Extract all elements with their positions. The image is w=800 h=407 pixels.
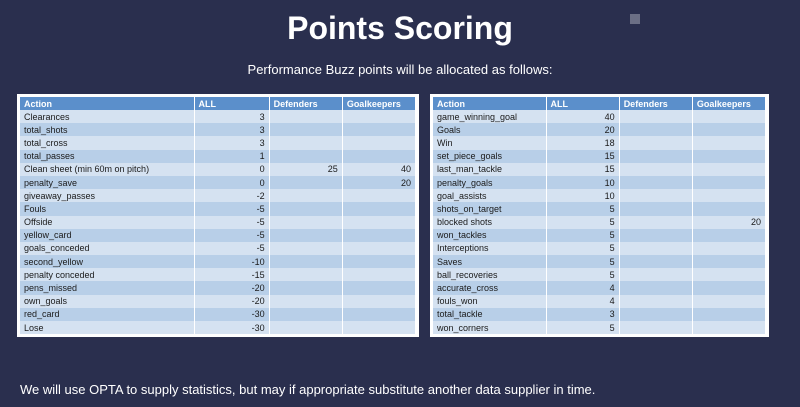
table-row	[433, 150, 766, 163]
cell-goalkeepers	[342, 242, 415, 255]
cell-defenders	[269, 281, 342, 294]
cell-defenders	[269, 242, 342, 255]
cell-goalkeepers	[692, 281, 765, 294]
cell-all: 0	[194, 163, 269, 176]
cell-defenders	[269, 321, 342, 334]
table-row	[20, 242, 416, 255]
table-row	[20, 123, 416, 136]
cell-defenders	[619, 176, 692, 189]
cell-defenders	[619, 295, 692, 308]
table-row	[20, 202, 416, 215]
cell-all: -30	[194, 321, 269, 334]
cell-defenders	[269, 255, 342, 268]
cell-defenders	[269, 176, 342, 189]
cell-goalkeepers	[692, 163, 765, 176]
cell-defenders	[619, 136, 692, 149]
cell-action: Fouls	[20, 202, 194, 215]
cell-goalkeepers	[342, 202, 415, 215]
cell-defenders	[269, 308, 342, 321]
table-row	[433, 136, 766, 149]
cell-goalkeepers	[692, 308, 765, 321]
cell-defenders	[619, 189, 692, 202]
cell-all: 5	[546, 255, 619, 268]
cell-action: ball_recoveries	[433, 268, 546, 281]
cell-action: goal_assists	[433, 189, 546, 202]
cell-action: last_man_tackle	[433, 163, 546, 176]
cell-all: -5	[194, 242, 269, 255]
cell-goalkeepers	[342, 189, 415, 202]
table-row	[433, 255, 766, 268]
cell-goalkeepers	[692, 242, 765, 255]
cell-defenders	[269, 295, 342, 308]
cell-action: Win	[433, 136, 546, 149]
cell-action: Clean sheet (min 60m on pitch)	[20, 163, 194, 176]
table-row	[433, 281, 766, 294]
cell-all: 40	[546, 110, 619, 123]
cell-goalkeepers	[692, 229, 765, 242]
cell-action: penalty_goals	[433, 176, 546, 189]
cell-goalkeepers	[692, 268, 765, 281]
cell-goalkeepers	[342, 321, 415, 334]
header-all: ALL	[546, 97, 619, 110]
table-row	[433, 242, 766, 255]
cell-all: 5	[546, 242, 619, 255]
table-row	[433, 176, 766, 189]
cell-action: red_card	[20, 308, 194, 321]
cell-all: 5	[546, 268, 619, 281]
cell-defenders	[269, 229, 342, 242]
table-row	[20, 136, 416, 149]
cell-goalkeepers	[692, 295, 765, 308]
cell-goalkeepers	[342, 229, 415, 242]
cell-action: total_tackle	[433, 308, 546, 321]
cell-all: 5	[546, 229, 619, 242]
cell-defenders	[269, 189, 342, 202]
cell-all: 5	[546, 321, 619, 334]
cell-action: fouls_won	[433, 295, 546, 308]
cell-action: pens_missed	[20, 281, 194, 294]
cell-action: own_goals	[20, 295, 194, 308]
cell-all: 3	[194, 123, 269, 136]
cell-action: Clearances	[20, 110, 194, 123]
cell-all: -20	[194, 281, 269, 294]
cell-goalkeepers	[342, 268, 415, 281]
cell-goalkeepers	[692, 321, 765, 334]
cell-goalkeepers	[342, 110, 415, 123]
cell-all: 18	[546, 136, 619, 149]
left-points-table-container	[17, 94, 419, 337]
header-action: Action	[433, 97, 546, 110]
table-row	[20, 255, 416, 268]
cell-defenders	[269, 123, 342, 136]
cell-all: 3	[546, 308, 619, 321]
cell-all: -15	[194, 268, 269, 281]
cell-defenders	[619, 202, 692, 215]
header-defenders: Defenders	[269, 97, 342, 110]
cell-defenders	[269, 150, 342, 163]
cell-action: total_shots	[20, 123, 194, 136]
table-row	[433, 189, 766, 202]
cell-all: -5	[194, 216, 269, 229]
cell-goalkeepers	[692, 136, 765, 149]
page-subtitle: Performance Buzz points will be allocated as follows:	[247, 62, 553, 77]
cell-all: 20	[546, 123, 619, 136]
cell-goalkeepers	[692, 123, 765, 136]
table-row	[433, 308, 766, 321]
cell-defenders	[619, 268, 692, 281]
table-row	[433, 216, 766, 229]
cell-all: 5	[546, 202, 619, 215]
cell-defenders	[619, 150, 692, 163]
table-row	[20, 216, 416, 229]
cell-all: 15	[546, 163, 619, 176]
header-action: Action	[20, 97, 194, 110]
table-row	[20, 189, 416, 202]
cell-action: goals_conceded	[20, 242, 194, 255]
table-row	[433, 321, 766, 334]
cell-action: won_corners	[433, 321, 546, 334]
table-row	[433, 229, 766, 242]
cell-all: 1	[194, 150, 269, 163]
cell-action: shots_on_target	[433, 202, 546, 215]
header-goalkeepers: Goalkeepers	[692, 97, 765, 110]
header-all: ALL	[194, 97, 269, 110]
cell-action: Offside	[20, 216, 194, 229]
cell-defenders	[619, 281, 692, 294]
cell-defenders	[269, 110, 342, 123]
table-header-row	[433, 97, 766, 110]
cell-action: accurate_cross	[433, 281, 546, 294]
left-points-table	[20, 97, 416, 334]
cell-goalkeepers: 20	[692, 216, 765, 229]
cell-defenders	[269, 268, 342, 281]
table-row	[20, 163, 416, 176]
cell-goalkeepers	[342, 123, 415, 136]
cell-all: -5	[194, 229, 269, 242]
table-row	[433, 123, 766, 136]
cell-all: 5	[546, 216, 619, 229]
cell-goalkeepers	[692, 189, 765, 202]
cell-action: won_tackles	[433, 229, 546, 242]
cell-all: -10	[194, 255, 269, 268]
cell-goalkeepers: 40	[342, 163, 415, 176]
cell-action: penalty_save	[20, 176, 194, 189]
cell-all: 4	[546, 281, 619, 294]
cell-all: -2	[194, 189, 269, 202]
cell-action: Interceptions	[433, 242, 546, 255]
table-row	[433, 268, 766, 281]
cell-defenders	[619, 229, 692, 242]
cell-all: 4	[546, 295, 619, 308]
cell-goalkeepers	[692, 110, 765, 123]
table-row	[20, 268, 416, 281]
cell-action: Goals	[433, 123, 546, 136]
table-row	[433, 295, 766, 308]
cell-all: -5	[194, 202, 269, 215]
cell-goalkeepers	[342, 281, 415, 294]
cell-all: 10	[546, 176, 619, 189]
cell-goalkeepers	[692, 176, 765, 189]
footer-note: We will use OPTA to supply statistics, but may if appropriate substitute another data supplier in time.	[20, 382, 596, 397]
cell-goalkeepers	[342, 255, 415, 268]
table-row	[433, 202, 766, 215]
table-row	[20, 308, 416, 321]
table-row	[433, 163, 766, 176]
cell-goalkeepers: 20	[342, 176, 415, 189]
table-row	[20, 295, 416, 308]
right-points-table-container	[430, 94, 769, 337]
cell-defenders	[269, 136, 342, 149]
cell-defenders	[619, 308, 692, 321]
cell-action: Lose	[20, 321, 194, 334]
cell-action: total_passes	[20, 150, 194, 163]
cell-action: game_winning_goal	[433, 110, 546, 123]
cell-defenders	[269, 202, 342, 215]
cell-all: 0	[194, 176, 269, 189]
cell-all: 10	[546, 189, 619, 202]
cell-defenders	[619, 255, 692, 268]
cell-action: penalty conceded	[20, 268, 194, 281]
cell-goalkeepers	[342, 295, 415, 308]
cell-all: -20	[194, 295, 269, 308]
cell-defenders	[619, 163, 692, 176]
cell-action: yellow_card	[20, 229, 194, 242]
cell-action: total_cross	[20, 136, 194, 149]
table-header-row	[20, 97, 416, 110]
cell-goalkeepers	[342, 136, 415, 149]
table-row	[20, 150, 416, 163]
header-defenders: Defenders	[619, 97, 692, 110]
cell-action: blocked shots	[433, 216, 546, 229]
cell-defenders	[619, 123, 692, 136]
cell-defenders	[619, 242, 692, 255]
cell-defenders	[619, 110, 692, 123]
cell-goalkeepers	[692, 150, 765, 163]
cell-all: 3	[194, 110, 269, 123]
cell-goalkeepers	[692, 255, 765, 268]
cell-defenders	[269, 216, 342, 229]
cell-all: -30	[194, 308, 269, 321]
table-row	[20, 110, 416, 123]
cell-defenders	[619, 321, 692, 334]
cell-all: 3	[194, 136, 269, 149]
cell-action: second_yellow	[20, 255, 194, 268]
table-row	[20, 176, 416, 189]
decorative-square-icon	[630, 14, 640, 24]
header-goalkeepers: Goalkeepers	[342, 97, 415, 110]
cell-action: Saves	[433, 255, 546, 268]
cell-defenders: 25	[269, 163, 342, 176]
cell-all: 15	[546, 150, 619, 163]
page-title: Points Scoring	[287, 10, 513, 46]
cell-goalkeepers	[342, 308, 415, 321]
cell-goalkeepers	[342, 150, 415, 163]
table-row	[433, 110, 766, 123]
table-row	[20, 229, 416, 242]
cell-defenders	[619, 216, 692, 229]
cell-goalkeepers	[692, 202, 765, 215]
cell-action: giveaway_passes	[20, 189, 194, 202]
cell-action: set_piece_goals	[433, 150, 546, 163]
cell-goalkeepers	[342, 216, 415, 229]
right-points-table	[433, 97, 766, 334]
table-row	[20, 321, 416, 334]
table-row	[20, 281, 416, 294]
